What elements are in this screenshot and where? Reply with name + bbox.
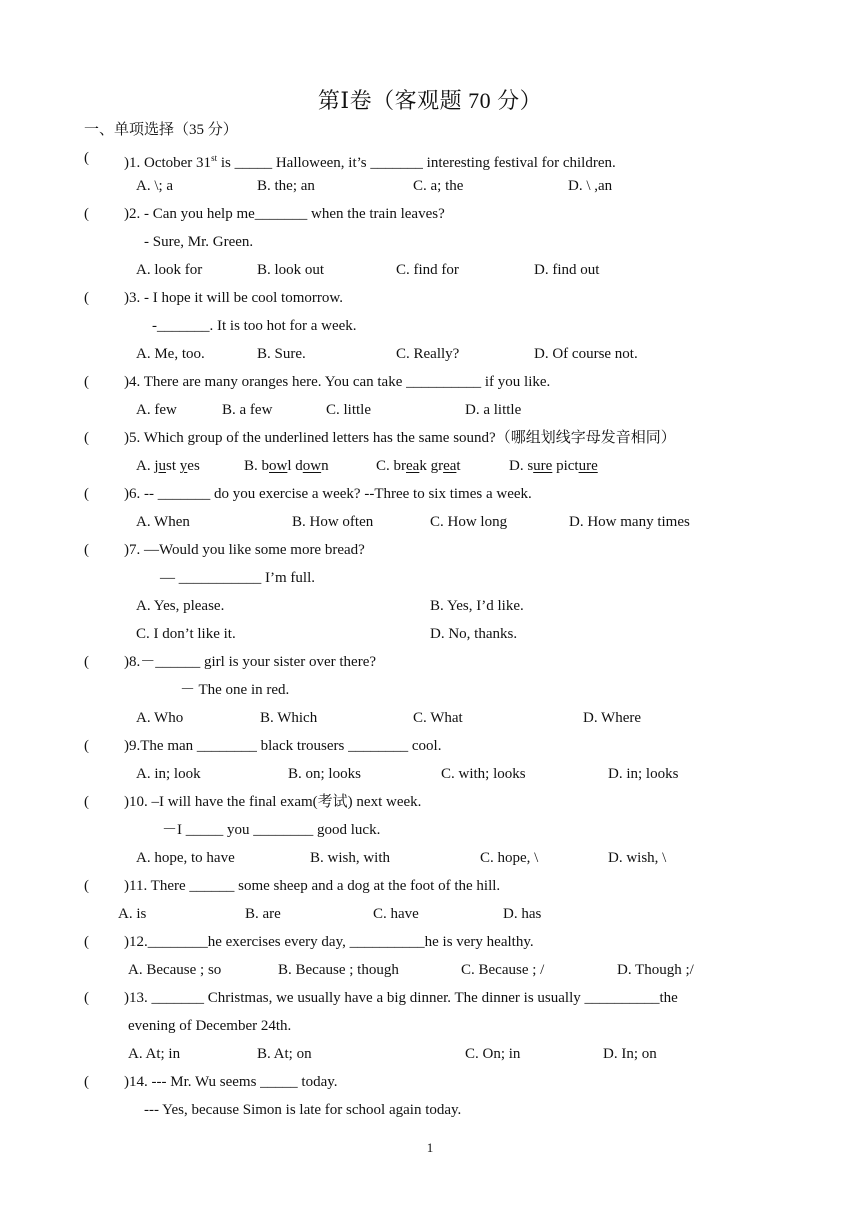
q5-option-a[interactable]: A. just yes: [136, 458, 200, 474]
question-3-line2: -_______. It is too hot for a week.: [152, 318, 357, 334]
section-heading: 一、单项选择（35 分）: [84, 122, 238, 138]
q5-option-d[interactable]: D. sure picture: [509, 458, 598, 474]
q1-option-b[interactable]: B. the; an: [257, 178, 315, 194]
paren-q13: (: [84, 990, 89, 1006]
question-1-stem: )1. October 31st is _____ Halloween, it’s _______ interesting festival for children.: [124, 153, 616, 171]
question-10-stem: )10. –I will have the final exam(考试) next week.: [124, 794, 422, 810]
q4-option-c[interactable]: C. little: [326, 402, 371, 418]
q13-option-d[interactable]: D. In; on: [603, 1046, 657, 1062]
question-13-line2: evening of December 24th.: [128, 1018, 292, 1034]
q10-option-b[interactable]: B. wish, with: [310, 850, 391, 866]
q7-option-b[interactable]: B. Yes, I’d like.: [430, 598, 524, 614]
q10-option-a[interactable]: A. hope, to have: [136, 850, 235, 866]
q3-option-b[interactable]: B. Sure.: [257, 346, 306, 362]
question-14-stem: )14. --- Mr. Wu seems _____ today.: [124, 1074, 338, 1090]
question-2-line2: - Sure, Mr. Green.: [144, 234, 254, 250]
q6-option-a[interactable]: A. When: [136, 514, 190, 530]
q3-option-c[interactable]: C. Really?: [396, 346, 460, 362]
q6-option-b[interactable]: B. How often: [292, 514, 374, 530]
paren-q7: (: [84, 542, 89, 558]
q5-option-c[interactable]: C. break great: [376, 458, 461, 474]
paren-q9: (: [84, 738, 89, 754]
q13-option-a[interactable]: A. At; in: [128, 1046, 181, 1062]
q4-option-b[interactable]: B. a few: [222, 402, 273, 418]
q11-option-a[interactable]: A. is: [118, 906, 147, 922]
page-title: 第Ⅰ卷（客观题 70 分）: [317, 88, 543, 113]
q9-option-a[interactable]: A. in; look: [136, 766, 201, 782]
q12-option-d[interactable]: D. Though ;/: [617, 962, 694, 978]
question-8-line2: － The one in red.: [180, 682, 290, 698]
q4-option-d[interactable]: D. a little: [465, 402, 522, 418]
question-11-stem: )11. There ______ some sheep and a dog at the foot of the hill.: [124, 878, 501, 894]
q9-option-b[interactable]: B. on; looks: [288, 766, 361, 782]
q10-option-c[interactable]: C. hope, \: [480, 850, 539, 866]
q12-option-a[interactable]: A. Because ; so: [128, 962, 222, 978]
q3-option-a[interactable]: A. Me, too.: [136, 346, 205, 362]
paren-q6: (: [84, 486, 89, 502]
question-6-stem: )6. -- _______ do you exercise a week? --Three to six times a week.: [124, 486, 532, 502]
q7-option-d[interactable]: D. No, thanks.: [430, 626, 518, 642]
q6-option-d[interactable]: D. How many times: [569, 514, 690, 530]
paren-q12: (: [84, 934, 89, 950]
question-5-stem: )5. Which group of the underlined letters has the same sound?（哪组划线字母发音相同）: [124, 430, 676, 446]
page-number: 1: [426, 1140, 434, 1155]
q3-option-d[interactable]: D. Of course not.: [534, 346, 638, 362]
question-14-line2: --- Yes, because Simon is late for school again today.: [144, 1102, 462, 1118]
q11-option-b[interactable]: B. are: [245, 906, 281, 922]
q12-option-b[interactable]: B. Because ; though: [278, 962, 399, 978]
paren-q14: (: [84, 1074, 89, 1090]
q2-option-d[interactable]: D. find out: [534, 262, 600, 278]
question-8-stem: )8.－______ girl is your sister over there?: [124, 654, 377, 670]
q11-option-d[interactable]: D. has: [503, 906, 542, 922]
q8-option-c[interactable]: C. What: [413, 710, 463, 726]
q2-option-a[interactable]: A. look for: [136, 262, 203, 278]
q4-option-a[interactable]: A. few: [136, 402, 177, 418]
q12-option-c[interactable]: C. Because ; /: [461, 962, 545, 978]
q1-option-d[interactable]: D. \ ,an: [568, 178, 613, 194]
q11-option-c[interactable]: C. have: [373, 906, 419, 922]
q9-option-d[interactable]: D. in; looks: [608, 766, 679, 782]
question-10-line2: －I _____ you ________ good luck.: [162, 822, 381, 838]
paren-q4: (: [84, 374, 89, 390]
question-9-stem: )9.The man ________ black trousers ________ cool.: [124, 738, 442, 754]
q1-option-c[interactable]: C. a; the: [413, 178, 464, 194]
q8-option-b[interactable]: B. Which: [260, 710, 318, 726]
q10-option-d[interactable]: D. wish, \: [608, 850, 667, 866]
paren-q2: (: [84, 206, 89, 222]
q8-option-a[interactable]: A. Who: [136, 710, 184, 726]
q7-option-c[interactable]: C. I don’t like it.: [136, 626, 236, 642]
q5-option-b[interactable]: B. bowl down: [244, 458, 329, 474]
question-2-stem: )2. - Can you help me_______ when the train leaves?: [124, 206, 445, 222]
paren-q3: (: [84, 290, 89, 306]
q1-option-a[interactable]: A. \; a: [136, 178, 174, 194]
q2-option-c[interactable]: C. find for: [396, 262, 459, 278]
question-12-stem: )12.________he exercises every day, __________he is very healthy.: [124, 934, 534, 950]
paren-q8: (: [84, 654, 89, 670]
q8-option-d[interactable]: D. Where: [583, 710, 642, 726]
q2-option-b[interactable]: B. look out: [257, 262, 325, 278]
q6-option-c[interactable]: C. How long: [430, 514, 508, 530]
q13-option-b[interactable]: B. At; on: [257, 1046, 312, 1062]
question-7-stem: )7. —Would you like some more bread?: [124, 542, 365, 558]
paren-q5: (: [84, 430, 89, 446]
question-3-stem: )3. - I hope it will be cool tomorrow.: [124, 290, 343, 306]
paren-q11: (: [84, 878, 89, 894]
question-13-stem: )13. _______ Christmas, we usually have a big dinner. The dinner is usually __________the: [124, 990, 678, 1006]
q9-option-c[interactable]: C. with; looks: [441, 766, 526, 782]
question-4-stem: )4. There are many oranges here. You can take __________ if you like.: [124, 374, 551, 390]
q7-option-a[interactable]: A. Yes, please.: [136, 598, 225, 614]
paren-q1: (: [84, 150, 89, 166]
paren-q10: (: [84, 794, 89, 810]
q13-option-c[interactable]: C. On; in: [465, 1046, 521, 1062]
question-7-line2: — ___________ I’m full.: [160, 570, 315, 586]
